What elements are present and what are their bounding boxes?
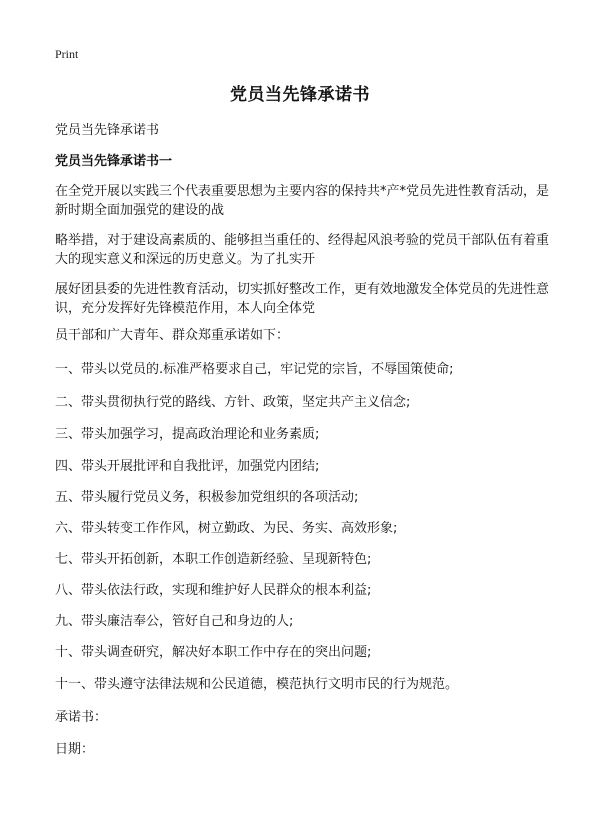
pledge-item-5: 五、带头履行党员义务，积极参加党组织的各项活动; xyxy=(55,490,359,505)
pledge-item-7: 七、带头开拓创新，本职工作创造新经验、呈现新特色; xyxy=(55,552,372,567)
page-title: 党员当先锋承诺书 xyxy=(230,85,370,105)
paragraph-1: 在全党开展以实践三个代表重要思想为主要内容的保持共*产*党员先进性教育活动，是新时期全面加强党的建设的战 xyxy=(55,184,550,218)
paragraph-3: 展好团县委的先进性教育活动，切实抓好整改工作，更有效地激发全体党员的先进性意识，充分发挥好先锋模范作用，本人向全体党 xyxy=(55,282,550,316)
print-link[interactable]: Print xyxy=(55,47,79,61)
subtitle: 党员当先锋承诺书 xyxy=(55,123,160,138)
pledge-item-4: 四、带头开展批评和自我批评，加强党内团结; xyxy=(55,459,320,474)
signature-label: 承诺书： xyxy=(55,710,108,725)
pledge-item-6: 六、带头转变工作作风，树立勤政、为民、务实、高效形象; xyxy=(55,521,398,536)
pledge-item-10: 十、带头调查研究，解决好本职工作中存在的突出问题; xyxy=(55,645,372,660)
pledge-item-1: 一、带头以党员的.标准严格要求自己，牢记党的宗旨，不辱国策使命; xyxy=(55,362,454,377)
pledge-item-9: 九、带头廉洁奉公，管好自己和身边的人; xyxy=(55,614,294,629)
section-heading: 党员当先锋承诺书一 xyxy=(55,154,173,169)
paragraph-4: 员干部和广大青年、群众郑重承诺如下： xyxy=(55,328,290,343)
pledge-item-8: 八、带头依法行政，实现和维护好人民群众的根本利益; xyxy=(55,583,372,598)
paragraph-2: 略举措，对于建设高素质的、能够担当重任的、经得起风浪考验的党员干部队伍有着重大的现实意义和深远的历史意义。为了扎实开 xyxy=(55,233,550,267)
pledge-item-3: 三、带头加强学习，提高政治理论和业务素质; xyxy=(55,427,320,442)
pledge-item-11: 十一、带头遵守法律法规和公民道德，模范执行文明市民的行为规范。 xyxy=(55,677,459,692)
date-label: 日期： xyxy=(55,742,95,757)
pledge-item-2: 二、带头贯彻执行党的路线、方针、政策，坚定共产主义信念; xyxy=(55,395,411,410)
